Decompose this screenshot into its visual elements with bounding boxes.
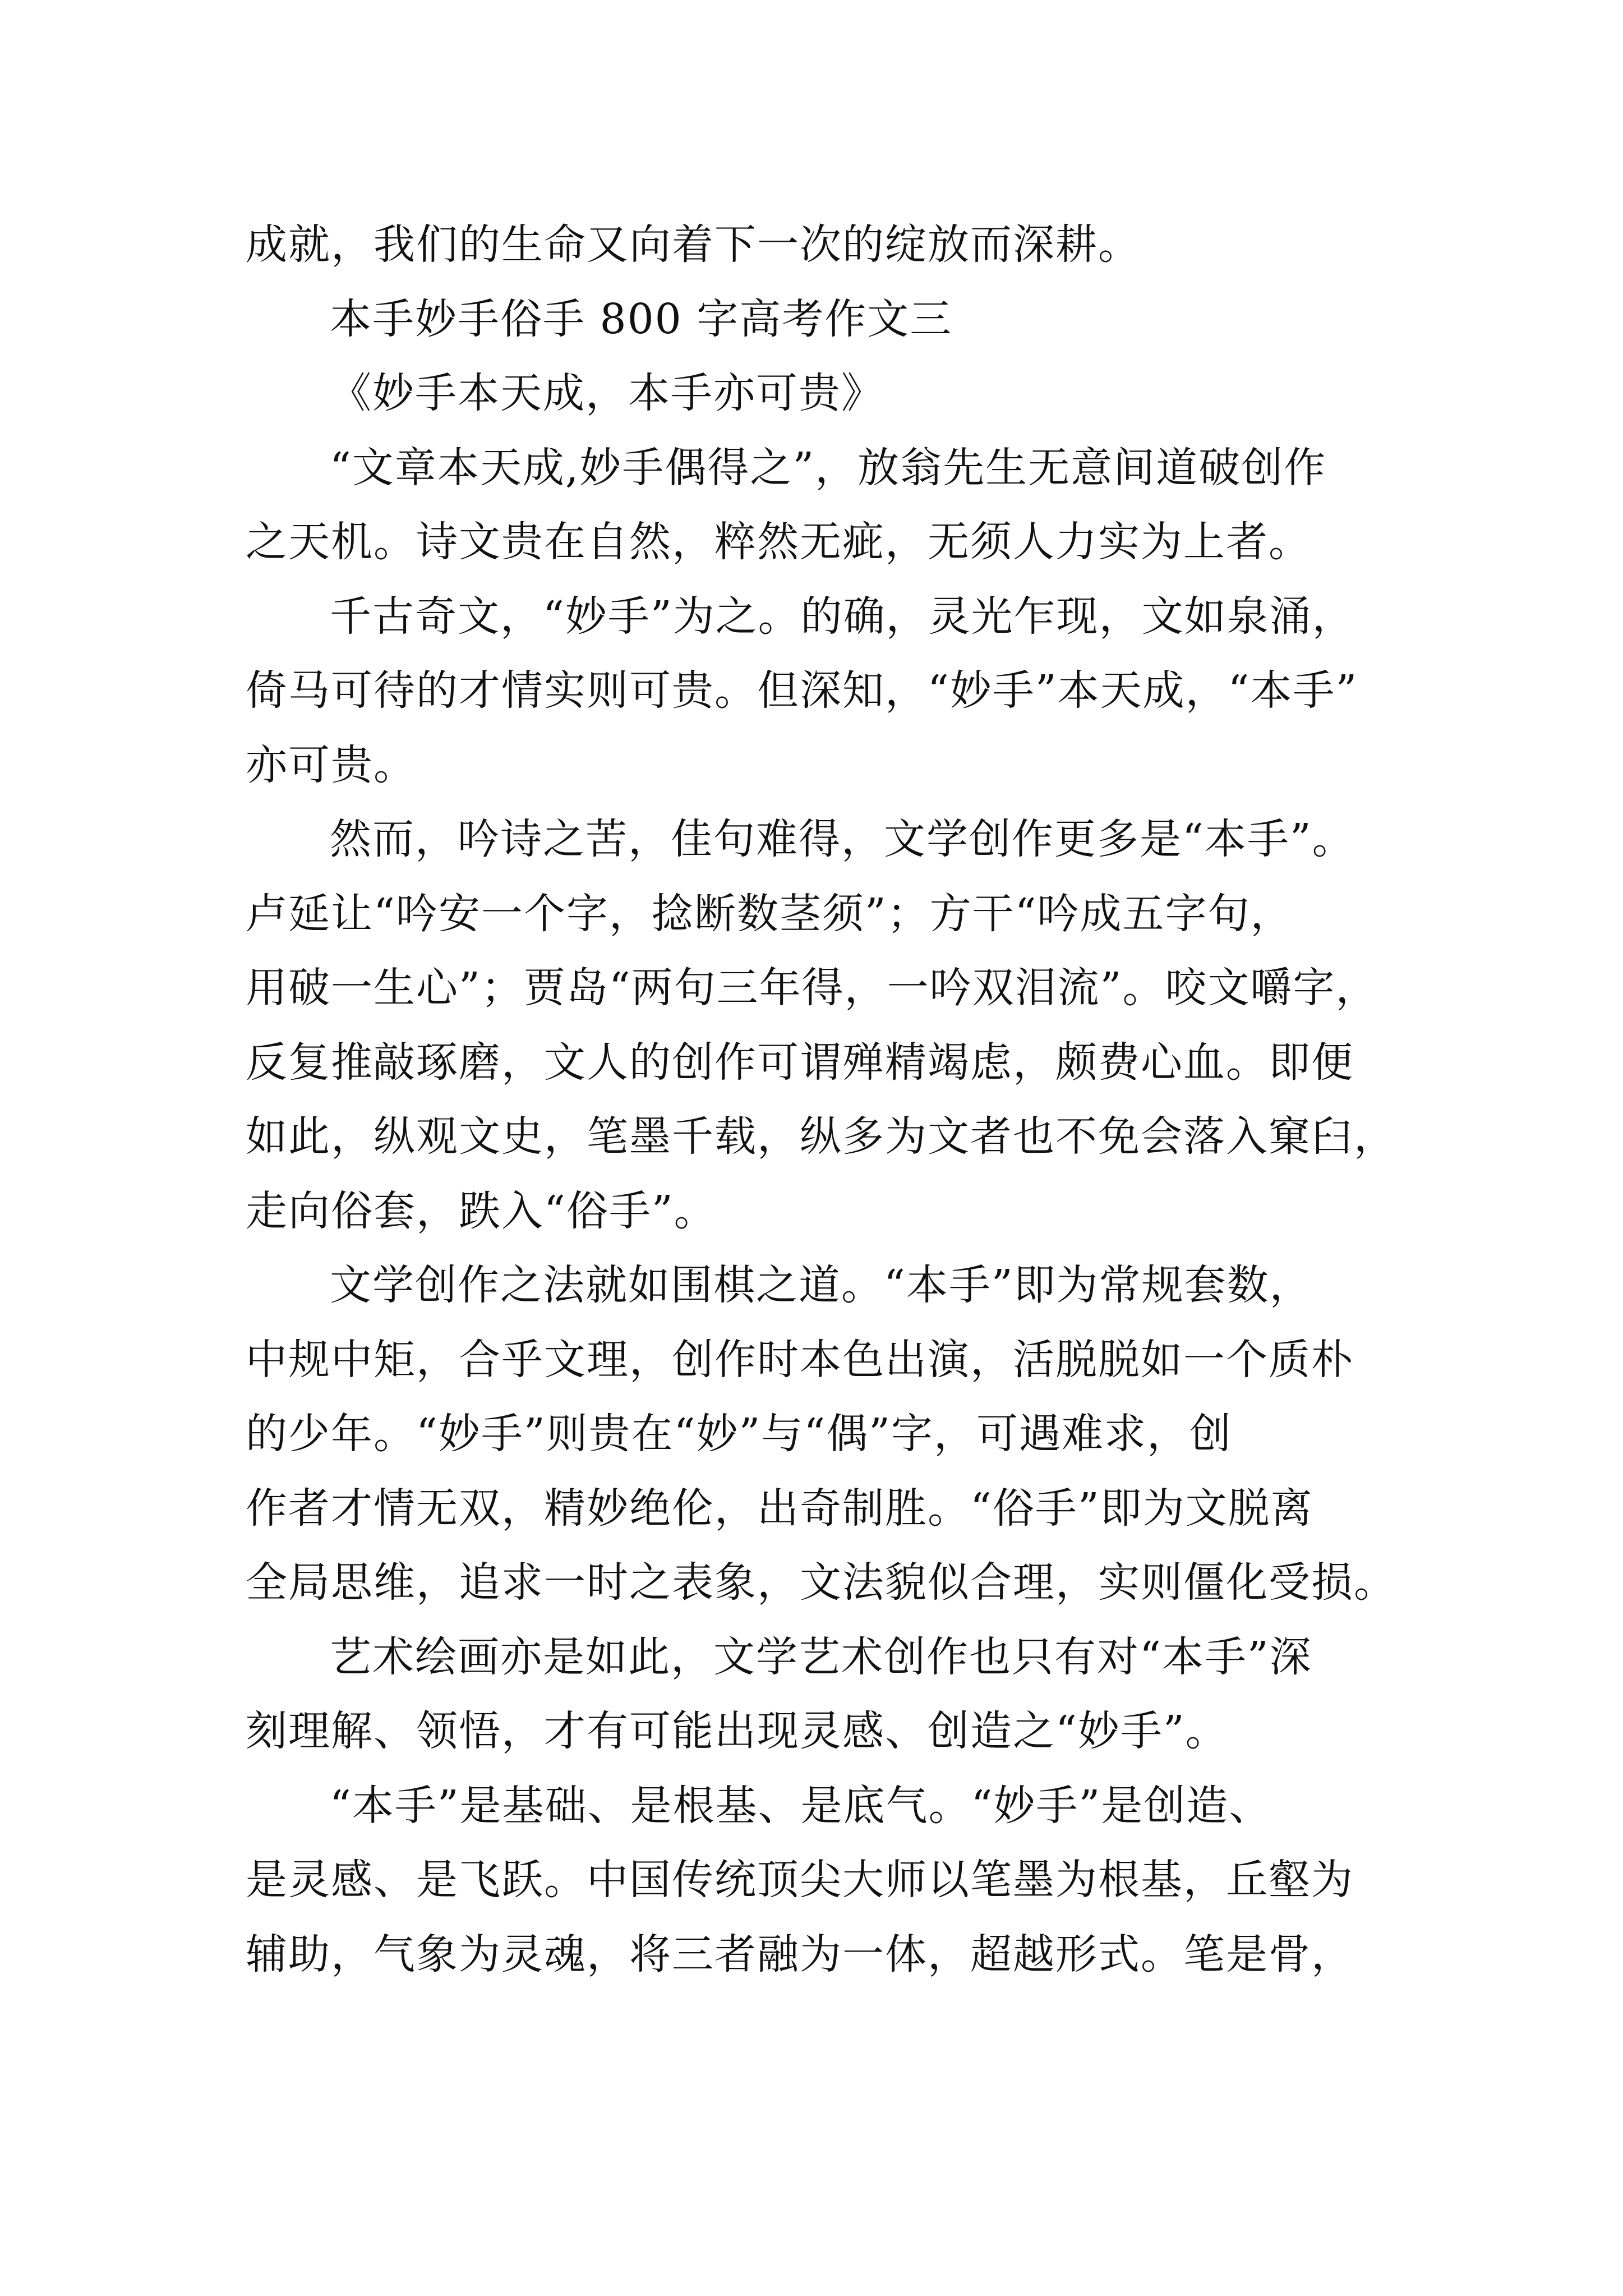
text-line: 全局思维，追求一时之表象，文法貌似合理，实则僵化受损。 bbox=[246, 1558, 1396, 1607]
text-line: 辅助，气象为灵魂，将三者融为一体，超越形式。笔是骨， bbox=[246, 1930, 1354, 1978]
text-line: 文学创作之法就如围棋之道。“本手”即为常规套数， bbox=[330, 1261, 1312, 1309]
text-line: 是灵感、是飞跃。中国传统顶尖大师以笔墨为根基，丘壑为 bbox=[246, 1856, 1354, 1904]
essay-text bbox=[246, 208, 1412, 1991]
text-line: 刻理解、领悟，才有可能出现灵感、创造之“妙手”。 bbox=[246, 1707, 1228, 1755]
text-line: 卢延让“吟安一个字，捻断数茎须”；方干“吟成五字句， bbox=[246, 889, 1293, 938]
text-line: “本手”是基础、是根基、是底气。“妙手”是创造、 bbox=[330, 1781, 1272, 1830]
text-line: 作者才情无双，精妙绝伦，出奇制胜。“俗手”即为文脱离 bbox=[246, 1484, 1313, 1533]
text-line: 中规中矩，合乎文理，创作时本色出演，活脱脱如一个质朴 bbox=[246, 1335, 1354, 1384]
text-line: 的少年。“妙手”则贵在“妙”与“偶”字，可遇难求，创 bbox=[246, 1410, 1232, 1458]
text-line: 倚马可待的才情实则可贵。但深知，“妙手”本天成，“本手” bbox=[246, 666, 1358, 715]
text-line: 反复推敲琢磨，文人的创作可谓殚精竭虑，颇费心血。即便 bbox=[246, 1038, 1354, 1087]
text-line: 成就，我们的生命又向着下一次的绽放而深耕。 bbox=[246, 220, 1141, 269]
text-line: 用破一生心”；贾岛“两句三年得，一吟双泪流”。咬文嚼字， bbox=[246, 964, 1378, 1012]
essay-heading: 本手妙手俗手 800 字高考作文三 bbox=[330, 295, 953, 343]
text-line: “文章本天成,妙手偶得之”，放翁先生无意间道破创作 bbox=[330, 443, 1327, 492]
text-line: 如此，纵观文史，笔墨千载，纵多为文者也不免会落入窠臼， bbox=[246, 1112, 1396, 1161]
text-line: 亦可贵。 bbox=[246, 740, 416, 789]
essay-title: 《妙手本天成，本手亦可贵》 bbox=[330, 369, 884, 417]
text-line: 艺术绘画亦是如此，文学艺术创作也只有对“本手”深 bbox=[330, 1632, 1312, 1681]
text-line: 之天机。诗文贵在自然，粹然无疵，无须人力实为上者。 bbox=[246, 518, 1311, 566]
text-line: 走向俗套，跌入“俗手”。 bbox=[246, 1186, 717, 1235]
text-line: 然而，吟诗之苦，佳句难得，文学创作更多是“本手”。 bbox=[330, 815, 1355, 863]
text-line: 千古奇文，“妙手”为之。的确，灵光乍现，文如泉涌， bbox=[330, 592, 1355, 641]
